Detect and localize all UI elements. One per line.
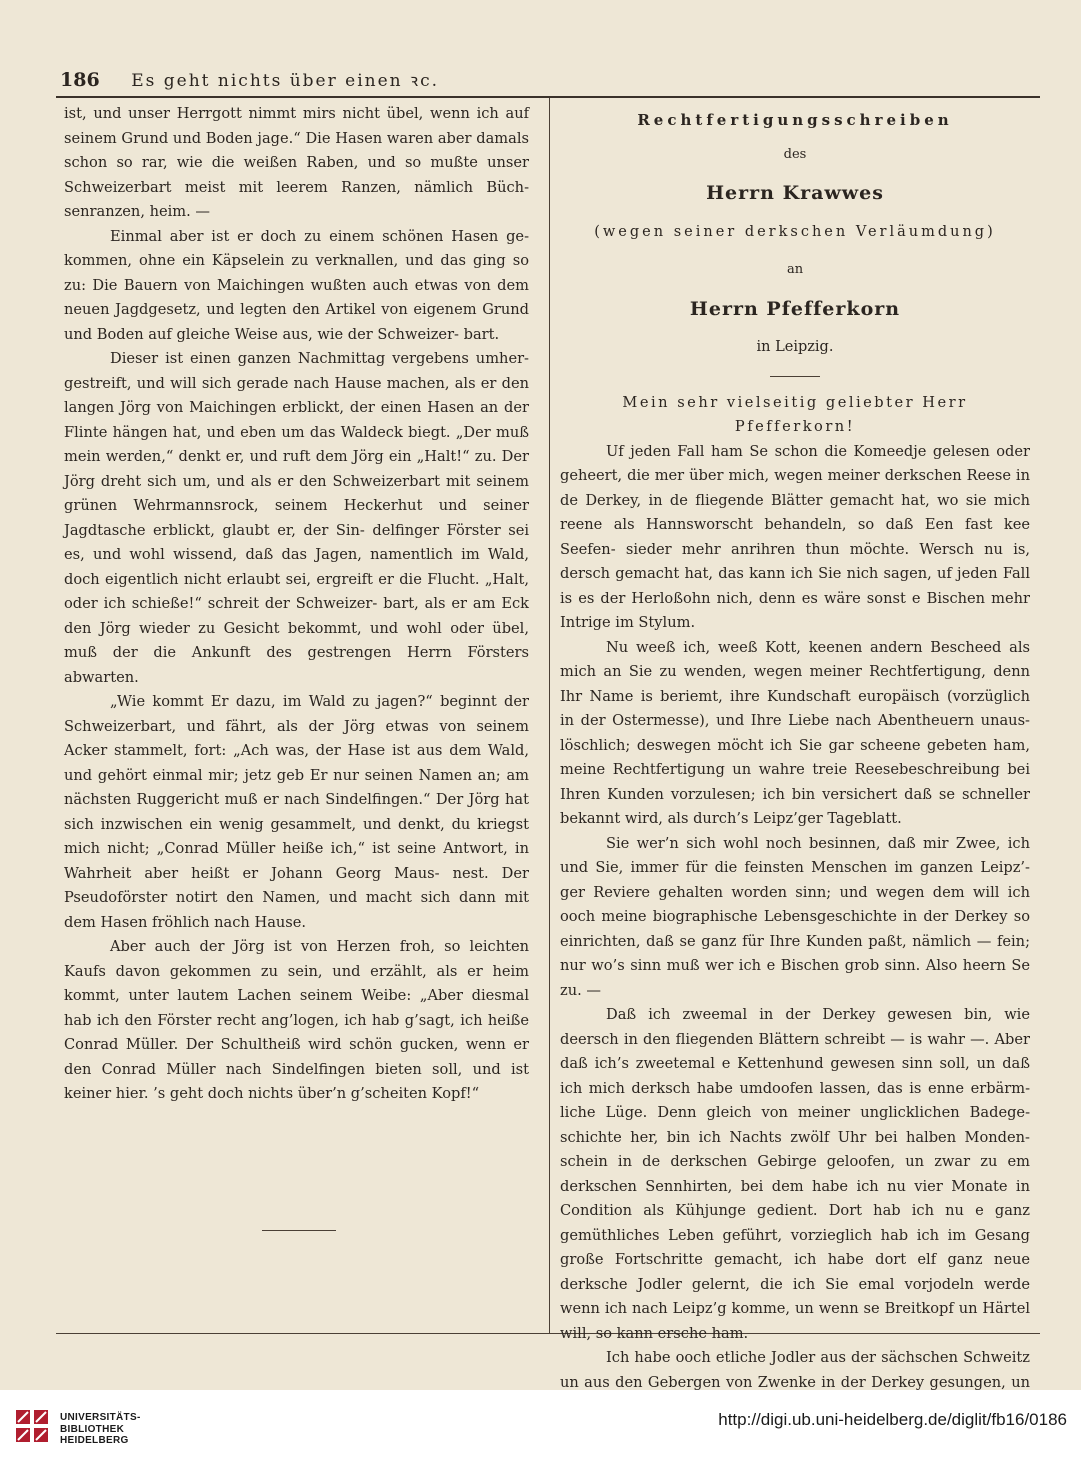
letter-subtitle: (wegen seiner derkschen Verläumdung) [594,223,996,240]
letter-title: Rechtfertigungsschreiben [637,111,953,129]
left-paragraph-5: Aber auch der Jörg ist von Herzen froh, so leichten Kaufs davon gekommen zu sein, und erzählt, als er heim kommt, unter lautem Lachen seinem Weibe: „Aber diesmal hab ich den Förster recht ang’logen, ich hab g’sagt, ich heiße Conrad Müller. Der Schultheiß wird schön gucken, wenn er den Conrad Müller nach Sindelfingen bieten soll, und ist keiner hier. ’s geht doch nichts über’n g’scheiten Kopf!“ [64,938,529,1102]
left-paragraph-4: „Wie kommt Er dazu, im Wald zu jagen?“ beginnt der Schweizerbart, und fährt, als der Jörg etwas von seinem Acker stammelt, fort: „Ach was, der Hase ist aus dem Wald, und gehört einmal mir; jetz geb Er nur seinen Namen an; am nächsten Ruggericht muß er nach Sindelfingen.“ Der Jörg hat sich inzwischen ein wenig gesammelt, und denkt, du kriegst mich nicht; „Conrad Müller heiße ich,“ ist seine Antwort, in Wahrheit aber heißt er Johann Georg Maus- nest. Der Pseudoförster notirt den Namen, und macht sich dann mit dem Hasen fröhlich nach Hause. [64,693,529,931]
recipient-name: Herrn Pfefferkorn [689,297,901,320]
source-url[interactable]: http://digi.ub.uni-heidelberg.de/diglit/fb16/0186 [718,1410,1067,1429]
footer-bar [0,1390,1081,1474]
title-des: des [783,146,807,162]
header-rule [56,96,1040,98]
letter-title-block [560,108,1030,377]
library-name [60,1412,141,1447]
right-paragraph-3: Sie wer’n sich wohl noch besinnen, daß mir Zwee, ich und Sie, immer für die feinsten Menschen im ganzen Leipz’- ger Reviere gehalten worden sinn; und wegen dem will ich ooch meine biographische Lebensgeschichte in der Derkey so einrichten, daß se ganz für Ihre Kunden paßt, nämlich — fein; nur wo’s sinn muß wer ich e Bischen grob sinn. Also heern Se zu. — [560,834,1030,999]
left-paragraph-1: ist, und unser Herrgott nimmt mirs nicht übel, wenn ich auf seinem Grund und Boden jage.“ Die Hasen waren aber damals schon so rar, wie die weißen Raben, und so mußte unser Schweizerbart meist mit leerem Ranzen, nämlich Büch- senranzen, heim. — [64,105,529,220]
running-head: Es geht nichts über einen ꝛc. [131,71,439,91]
section-end-rule [262,1230,336,1231]
library-name-line-3: HEIDELBERG [60,1435,129,1446]
title-rule [770,376,820,377]
author-name: Herrn Krawwes [706,182,884,204]
page-number: 186 [60,69,100,91]
left-paragraph-3: Dieser ist einen ganzen Nachmittag vergebens umher- gestreift, und will sich gerade nach Hause machen, als er den langen Jörg von Maichingen erblickt, der einen Hasen an der Flinte hängen hat, und eben um das Waldeck biegt. „Der muß mein werden,“ denkt er, und ruft dem Jörg ein „Halt!“ zu. Der Jörg dreht sich um, und als er den Schweizerbart mit seinem grünen Wehrmannsrock, seinem Heckerhut und seiner Jagdtasche erblickt, glaubt er, der Sin- delfinger Förster sei es, und wohl wissend, daß das Jagen, namentlich im Wald, doch eigentlich nicht erlaubt sei, ergreift er die Flucht. „Halt, oder ich schieße!“ schreit der Schweizer- bart, als er am Eck den Jörg wieder zu Gesicht bekommt, und wohl oder übel, muß der die Ankunft des gestrengen Herrn Försters abwarten. [64,350,529,686]
salutation: Mein sehr vielseitig geliebter Herr Pfefferkorn! [622,393,968,435]
library-logo-icon [14,1408,50,1444]
title-an: an [786,262,804,277]
left-column [64,102,529,1332]
page-header [60,68,439,94]
right-column [560,102,1030,1391]
right-paragraph-1: Uf jeden Fall ham Se schon die Komeedje gelesen oder geheert, die mer über mich, wegen meiner derkschen Reese in de Derkey, in de fliegende Blätter gemacht hat, wo sie mich reene als Hannsworscht behandeln, so daß Een fast kee Seefen- sieder mehr anrihren thun möchte. Wersch nu is, dersch gemacht hat, das kann ich Sie nich sagen, uf jeden Fall is es der Herloßohn nich, denn es wäre sonst e Bischen mehr Intrige im Stylum. [560,442,1030,631]
right-paragraph-5: Ich habe ooch etliche Jodler aus der sächschen Schweitz un aus den Gebergen von Zwenke in der Derkey gesungen, un [560,1349,1030,1391]
library-name-line-1: UNIVERSITÄTS- [60,1412,141,1423]
recipient-place: in Leipzig. [756,339,834,355]
right-paragraph-2: Nu weeß ich, weeß Kott, keenen andern Bescheed als mich an Sie zu wenden, wegen meiner Rechtfertigung, denn Ihr Name is beriemt, ihre Kundschaft europäisch (vorzüglich in der Ostermesse), und Ihre Liebe nach Abentheuern unaus- löschlich; deswegen möcht ich Sie gar scheene gebeten ham, meine Rechtfertigung un wahre treie Reesebeschreibung bei Ihren Kunden vorzulesen; ich bin versichert daß se schneller bekannt wird, als durch’s Leipz’ger Tageblatt. [560,638,1030,827]
library-name-line-2: BIBLIOTHEK [60,1423,125,1435]
right-paragraph-4: Daß ich zweemal in der Derkey gewesen bin, wie deersch in den fliegenden Blättern schreibt — is wahr —. Aber daß ich’s zweetemal e Kettenhund gewesen sinn soll, un daß ich mich derksch habe umdoofen lassen, das is enne erbärm- liche Lüge. Denn gleich von meiner unglicklichen Badege- schichte her, bin ich Nachts zwölf Uhr bei halben Monden- schein in de derkschen Gebirge geloofen, un zwar zu em derkschen Sennhirten, bei dem habe ich nu vier Monate in Condition als Kühjunge gedient. Dort hab ich nu e ganz gemüthliches Leben geführt, vorzieglich hab ich im Gesang große Fortschritte gemacht, ich habe dort elf ganz neue derksche Jodler gelernt, die ich Sie emal vorjodeln werde wenn ich nach Leipz’g komme, un wenn se Breitkopf un Härtel will, so kann ersche ham. [560,1006,1030,1342]
left-paragraph-2: Einmal aber ist er doch zu einem schönen Hasen ge- kommen, ohne ein Käpselein zu verknallen, und das ging so zu: Die Bauern von Maichingen wußten auch etwas von dem neuen Jagdgesetz, und legten den Artikel von eigenem Grund und Boden auf gleiche Weise aus, wie der Schweizer- bart. [64,227,529,343]
column-divider [549,98,550,1334]
